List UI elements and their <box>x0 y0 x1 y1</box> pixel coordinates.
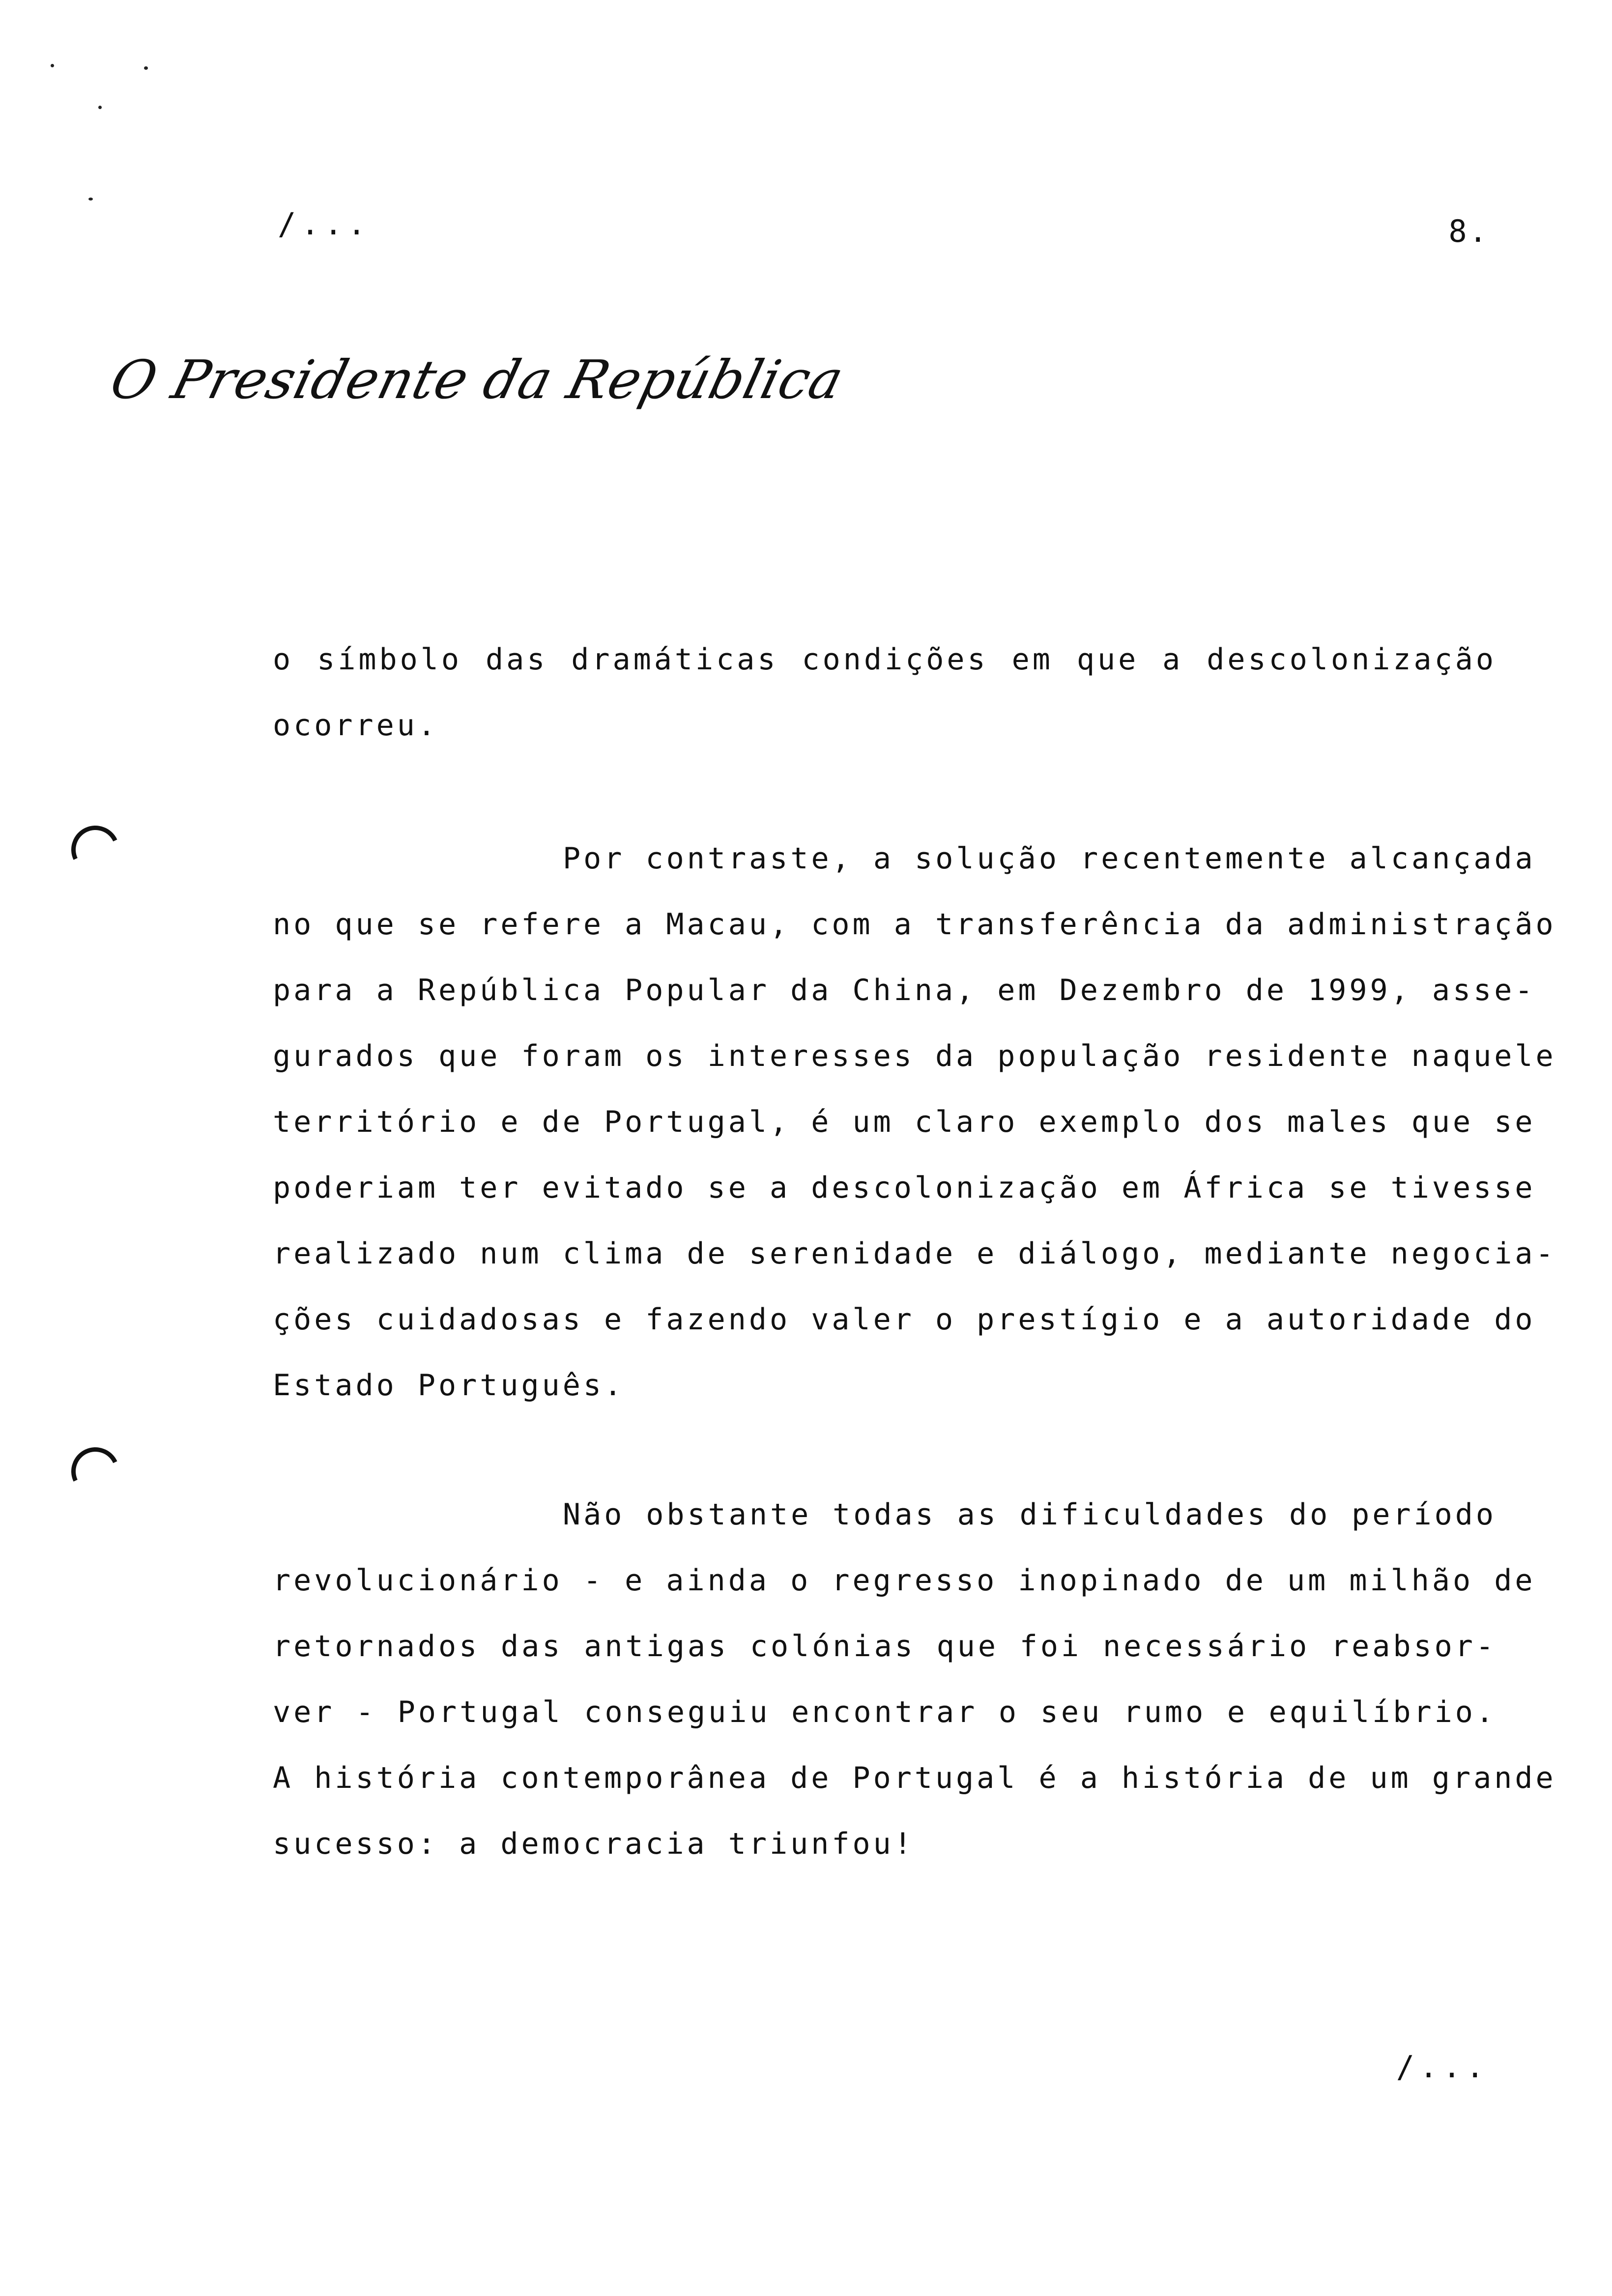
paragraph-line: Por contraste, a solução recentemente alcançada <box>563 841 1536 876</box>
paragraph-line: realizado num clima de serenidade e diálogo, mediante negocia- <box>273 1236 1556 1271</box>
paragraph-line: gurados que foram os interesses da população residente naquele <box>273 1039 1556 1073</box>
paragraph-line: poderiam ter evitado se a descolonização em África se tivesse <box>273 1171 1536 1205</box>
paragraph-line: Não obstante todas as dificuldades do período <box>563 1497 1497 1532</box>
scan-speck <box>51 64 54 67</box>
arc-margin-mark-icon <box>64 1440 126 1502</box>
scan-speck <box>98 106 102 109</box>
paragraph-line: ver - Portugal conseguiu encontrar o seu rumo e equilíbrio. <box>273 1695 1497 1729</box>
paragraph-line: sucesso: a democracia triunfou! <box>273 1827 915 1861</box>
letterhead-title: O Presidente da República <box>104 349 850 411</box>
arc-margin-mark-icon <box>64 819 126 881</box>
paragraph-1 <box>273 627 1497 758</box>
paragraph-line: no que se refere a Macau, com a transferência da administração <box>273 907 1556 942</box>
paragraph-3 <box>273 1482 1556 1877</box>
scan-speck <box>88 198 93 201</box>
paragraph-line: o símbolo das dramáticas condições em que a descolonização <box>273 642 1497 677</box>
paragraph-line: retornados das antigas colónias que foi necessário reabsor- <box>273 1629 1497 1664</box>
continuation-marker-top: /... <box>278 206 371 242</box>
paragraph-line: território e de Portugal, é um claro exemplo dos males que se <box>273 1105 1536 1139</box>
paragraph-line: ocorreu. <box>273 708 438 743</box>
paragraph-line: Estado Português. <box>273 1368 625 1403</box>
paragraph-line: revolucionário - e ainda o regresso inopinado de um milhão de <box>273 1563 1536 1598</box>
page-number: 8. <box>1448 213 1489 249</box>
continuation-marker-bottom: /... <box>1396 2049 1489 2085</box>
paragraph-line: A história contemporânea de Portugal é a história de um grande <box>273 1761 1556 1795</box>
paragraph-line: para a República Popular da China, em Dezembro de 1999, asse- <box>273 973 1536 1007</box>
scan-speck <box>144 66 148 70</box>
paragraph-line: ções cuidadosas e fazendo valer o prestígio e a autoridade do <box>273 1302 1536 1337</box>
paragraph-2 <box>273 826 1556 1418</box>
